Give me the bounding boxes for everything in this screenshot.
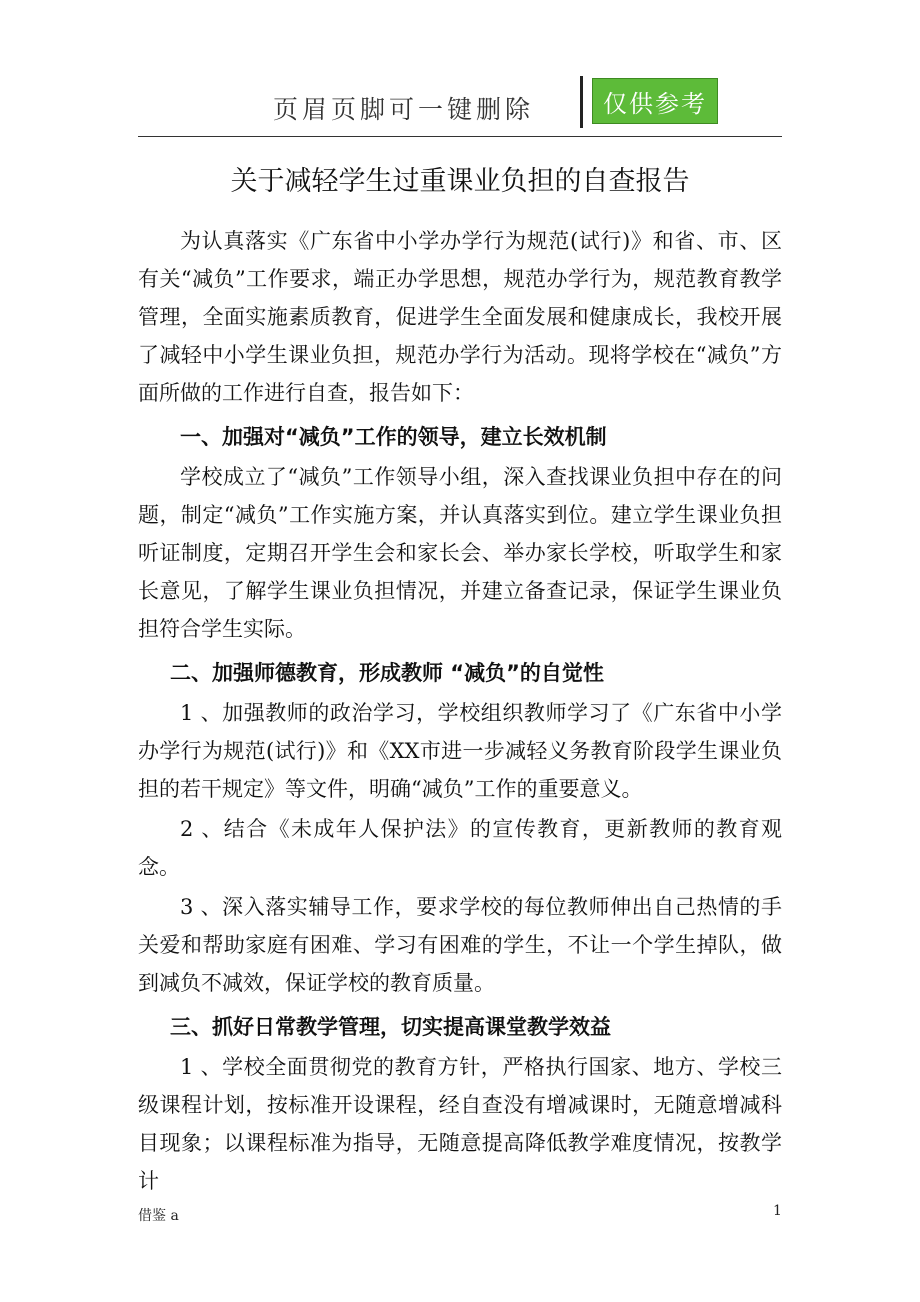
page-header <box>138 72 782 138</box>
footer-note: 借鉴 a <box>138 1208 179 1224</box>
section-heading-2: 二、加强师德教育，形成教师 “减负”的自觉性 <box>170 661 604 685</box>
document-body <box>138 222 782 1200</box>
page-number: 1 <box>773 1203 782 1219</box>
section-2-item-1: 1 、加强教师的政治学习，学校组织教师学习了《广东省中小学办学行为规范(试行)》和《XX市进一步减轻义务教育阶段学生课业负担的若干规定》等文件，明确“减负”工作的重要意义。 <box>138 701 782 801</box>
section-3-item-1: 1 、学校全面贯彻党的教育方针，严格执行国家、地方、学校三级课程计划，按标准开设课程，经自查没有增减课时，无随意增减科目现象；以课程标准为指导，无随意提高降低教学难度情况，按教学计 <box>138 1055 782 1193</box>
section-2-item-2: 2 、结合《未成年人保护法》的宣传教育，更新教师的教育观念。 <box>138 817 782 879</box>
header-divider <box>580 76 583 128</box>
section-heading-1: 一、加强对“减负”工作的领导，建立长效机制 <box>180 425 607 449</box>
intro-paragraph: 为认真落实《广东省中小学办学行为规范(试行)》和省、市、区有关“减负”工作要求，端正办学思想，规范办学行为，规范教育教学管理，全面实施素质教育，促进学生全面发展和健康成长，我校开展了减轻中小学生课业负担，规范办学行为活动。现将学校在“减负”方面所做的工作进行自查，报告如下： <box>138 229 782 405</box>
section-heading-3: 三、抓好日常教学管理，切实提高课堂教学效益 <box>170 1015 611 1039</box>
section-1-paragraph: 学校成立了“减负”工作领导小组，深入查找课业负担中存在的问题，制定“减负”工作实施方案，并认真落实到位。建立学生课业负担听证制度，定期召开学生会和家长会、举办家长学校，听取学生和家长意见，了解学生课业负担情况，并建立备查记录，保证学生课业负担符合学生实际。 <box>138 465 782 641</box>
header-text: 页眉页脚可一键删除 <box>273 95 535 124</box>
header-rule <box>138 136 782 137</box>
section-2-item-3: 3 、深入落实辅导工作，要求学校的每位教师伸出自己热情的手关爱和帮助家庭有困难、学习有困难的学生，不让一个学生掉队，做到减负不减效，保证学校的教育质量。 <box>138 895 782 995</box>
document-title: 关于减轻学生过重课业负担的自查报告 <box>230 166 690 198</box>
reference-only-badge: 仅供参考 <box>592 78 718 124</box>
